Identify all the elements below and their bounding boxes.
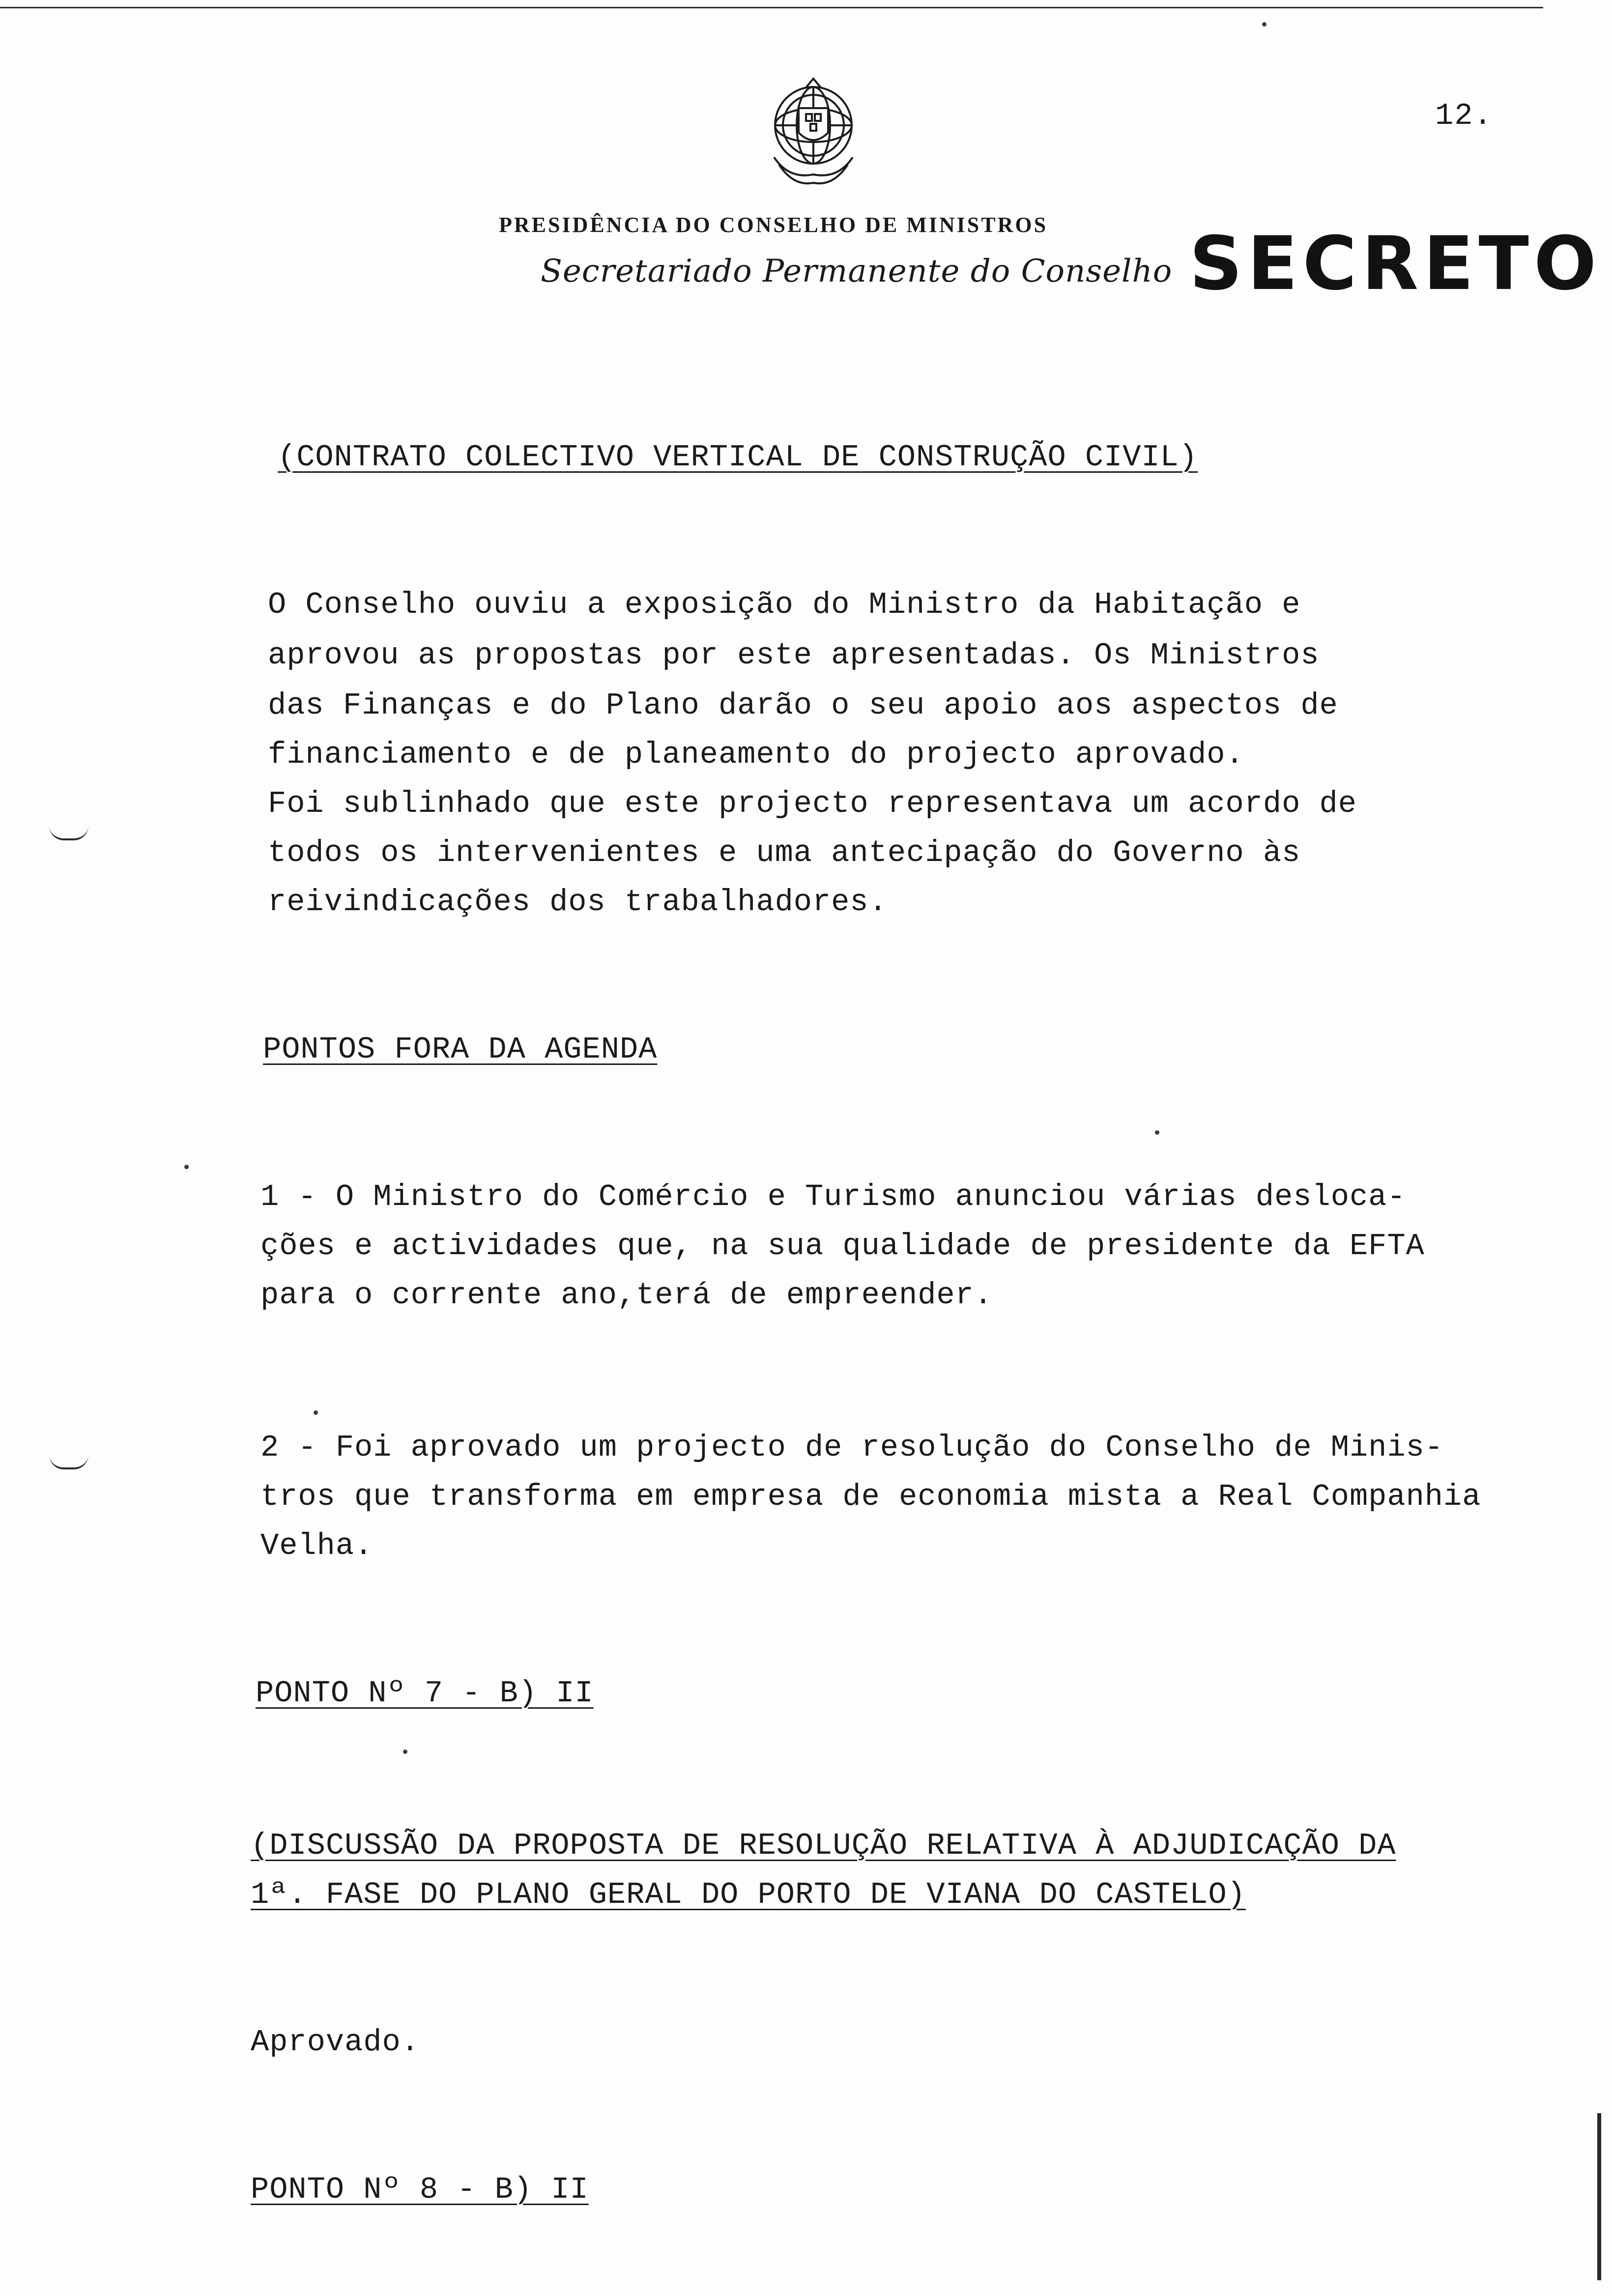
office-title: PRESIDÊNCIA DO CONSELHO DE MINISTROS [499, 213, 1048, 237]
portuguese-coat-of-arms-icon [759, 74, 867, 192]
scan-speck [314, 1410, 318, 1415]
contract-heading: (CONTRATO COLECTIVO VERTICAL DE CONSTRUÇÃO CIVIL) [278, 440, 1198, 475]
paragraph-line: aprovou as propostas por este apresentadas. Os Ministros [268, 638, 1320, 673]
scan-speck [403, 1750, 407, 1754]
point-8-heading: PONTO Nº 8 - B) II [251, 2172, 589, 2207]
paragraph-line: reivindicações dos trabalhadores. [268, 885, 888, 919]
scan-speck [1155, 1130, 1159, 1135]
paragraph-line: O Conselho ouviu a exposição do Ministro da Habitação e [268, 587, 1301, 622]
point-7-result: Aprovado. [251, 2025, 420, 2060]
office-subtitle: Secretariado Permanente do Conselho [541, 253, 1173, 289]
top-edge-rule [0, 7, 1543, 8]
scan-speck [184, 1165, 189, 1169]
page-edge-mark [1597, 2113, 1601, 2280]
item-line: tros que transforma em empresa de economia mista a Real Companhia [260, 1479, 1481, 1514]
item-line: para o corrente ano,terá de empreender. [260, 1278, 993, 1313]
paragraph-line: das Finanças e do Plano darão o seu apoio aos aspectos de [268, 688, 1338, 723]
margin-mark [49, 826, 88, 840]
item-line: Velha. [260, 1528, 374, 1563]
paragraph-line: todos os intervenientes e uma antecipação do Governo às [268, 835, 1301, 870]
subject-line: 1ª. FASE DO PLANO GERAL DO PORTO DE VIANA DO CASTELO) [251, 1877, 1246, 1912]
scan-speck [1262, 22, 1267, 27]
item-line: ções e actividades que, na sua qualidade de presidente da EFTA [260, 1229, 1425, 1263]
item-line: 2 - Foi aprovado um projecto de resolução do Conselho de Minis- [260, 1430, 1443, 1465]
page-number: 12. [1435, 98, 1493, 133]
item-line: 1 - O Ministro do Comércio e Turismo anunciou várias desloca- [260, 1179, 1406, 1214]
classification-stamp: SECRETO [1189, 221, 1602, 307]
subject-line: (DISCUSSÃO DA PROPOSTA DE RESOLUÇÃO RELATIVA À ADJUDICAÇÃO DA [251, 1828, 1396, 1863]
paragraph-line: financiamento e de planeamento do projecto aprovado. [268, 737, 1244, 772]
off-agenda-heading: PONTOS FORA DA AGENDA [263, 1032, 658, 1067]
paragraph-line: Foi sublinhado que este projecto representava um acordo de [268, 786, 1357, 821]
point-7-heading: PONTO Nº 7 - B) II [256, 1676, 594, 1711]
margin-mark [49, 1455, 88, 1469]
